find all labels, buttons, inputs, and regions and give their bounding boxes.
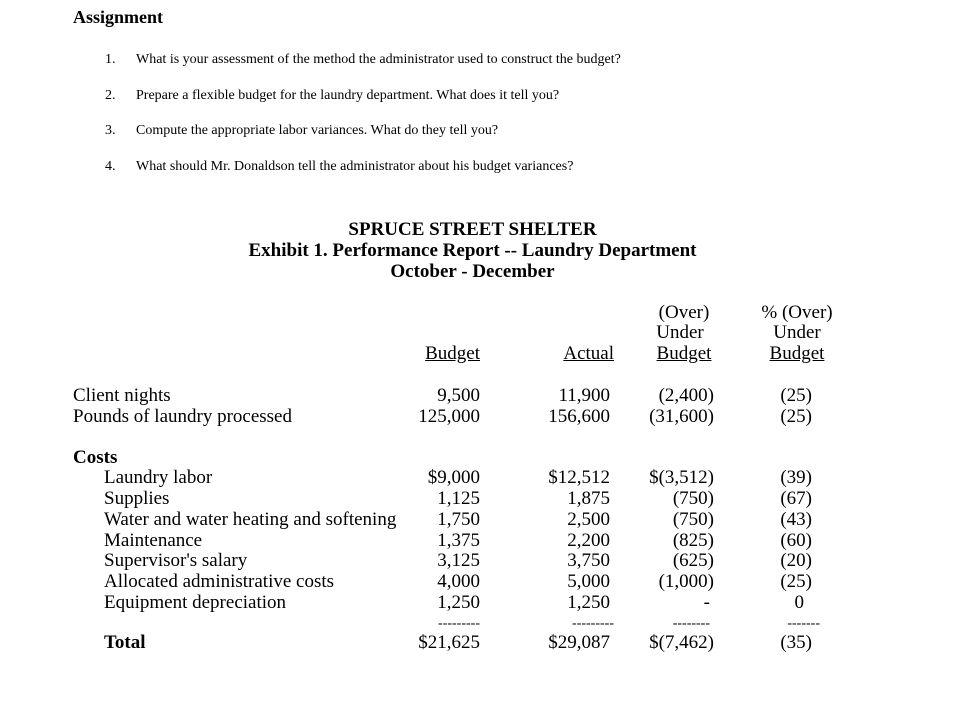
row-label: Allocated administrative costs bbox=[104, 571, 335, 592]
actual-value: 2,500 bbox=[567, 509, 610, 530]
pct-value: (39) bbox=[780, 467, 812, 488]
exhibit-title: Exhibit 1. Performance Report -- Laundry Department bbox=[248, 240, 697, 261]
variance-value: $(7,462) bbox=[649, 632, 714, 653]
row-label: Pounds of laundry processed bbox=[73, 406, 292, 427]
actual-value: $29,087 bbox=[548, 632, 610, 653]
pct-value: (20) bbox=[780, 550, 812, 571]
row-label: Supervisor's salary bbox=[104, 550, 248, 571]
budget-value: 1,125 bbox=[437, 488, 480, 509]
total-label: Total bbox=[104, 632, 146, 653]
pct-value: 0 bbox=[794, 592, 804, 613]
variance-value: (1,000) bbox=[658, 571, 714, 592]
separator-dashes: --------- bbox=[572, 616, 614, 631]
variance-value: $(3,512) bbox=[649, 467, 714, 488]
actual-value: 5,000 bbox=[567, 571, 610, 592]
row-label: Supplies bbox=[104, 488, 170, 509]
budget-value: $9,000 bbox=[427, 467, 480, 488]
column-header-variance: Under bbox=[656, 322, 704, 343]
exhibit-org: SPRUCE STREET SHELTER bbox=[348, 219, 597, 240]
costs-heading: Costs bbox=[73, 447, 118, 468]
separator-dashes: -------- bbox=[672, 616, 710, 631]
question-text: What is your assessment of the method the administrator used to construct the budget? bbox=[136, 52, 621, 67]
question-number: 3. bbox=[105, 123, 116, 138]
variance-value: (2,400) bbox=[658, 385, 714, 406]
separator-dashes: ------- bbox=[787, 616, 820, 631]
row-label: Equipment depreciation bbox=[104, 592, 287, 613]
actual-value: $12,512 bbox=[548, 467, 610, 488]
pct-value: (60) bbox=[780, 530, 812, 551]
actual-value: 3,750 bbox=[567, 550, 610, 571]
budget-value: 1,375 bbox=[437, 530, 480, 551]
pct-value: (67) bbox=[780, 488, 812, 509]
column-header-actual: Actual bbox=[563, 343, 614, 364]
column-header-variance: Budget bbox=[656, 343, 712, 364]
variance-value: (750) bbox=[672, 509, 714, 530]
row-label: Maintenance bbox=[104, 530, 203, 551]
actual-value: 156,600 bbox=[548, 406, 610, 427]
column-header-pct: Under bbox=[773, 322, 821, 343]
pct-value: (25) bbox=[780, 406, 812, 427]
pct-value: (35) bbox=[780, 632, 812, 653]
question-text: Compute the appropriate labor variances. What do they tell you? bbox=[136, 123, 499, 138]
actual-value: 11,900 bbox=[558, 385, 610, 406]
variance-value: (750) bbox=[672, 488, 714, 509]
actual-value: 2,200 bbox=[567, 530, 610, 551]
pct-value: (25) bbox=[780, 385, 812, 406]
column-header-variance: (Over) bbox=[658, 302, 710, 323]
separator-dashes: --------- bbox=[438, 616, 480, 631]
exhibit-period: October - December bbox=[390, 261, 555, 282]
row-label: Water and water heating and softening bbox=[104, 509, 397, 530]
budget-value: 125,000 bbox=[418, 406, 480, 427]
question-number: 4. bbox=[105, 159, 116, 174]
budget-value: $21,625 bbox=[418, 632, 480, 653]
variance-value: (31,600) bbox=[649, 406, 714, 427]
actual-value: 1,875 bbox=[567, 488, 610, 509]
question-number: 1. bbox=[105, 52, 116, 67]
pct-value: (25) bbox=[780, 571, 812, 592]
row-label: Laundry labor bbox=[104, 467, 213, 488]
variance-value: (825) bbox=[672, 530, 714, 551]
budget-value: 9,500 bbox=[437, 385, 480, 406]
budget-value: 1,750 bbox=[437, 509, 480, 530]
question-text: What should Mr. Donaldson tell the administrator about his budget variances? bbox=[136, 159, 574, 174]
budget-value: 4,000 bbox=[437, 571, 480, 592]
pct-value: (43) bbox=[780, 509, 812, 530]
question-text: Prepare a flexible budget for the laundry department. What does it tell you? bbox=[136, 88, 560, 103]
budget-value: 1,250 bbox=[437, 592, 480, 613]
budget-value: 3,125 bbox=[437, 550, 480, 571]
column-header-pct: Budget bbox=[769, 343, 825, 364]
question-number: 2. bbox=[105, 88, 116, 103]
variance-value: (625) bbox=[672, 550, 714, 571]
column-header-pct: % (Over) bbox=[761, 302, 833, 323]
assignment-title: Assignment bbox=[73, 7, 164, 27]
row-label: Client nights bbox=[73, 385, 171, 406]
variance-value: - bbox=[703, 592, 710, 613]
column-header-budget: Budget bbox=[425, 343, 480, 364]
actual-value: 1,250 bbox=[567, 592, 610, 613]
